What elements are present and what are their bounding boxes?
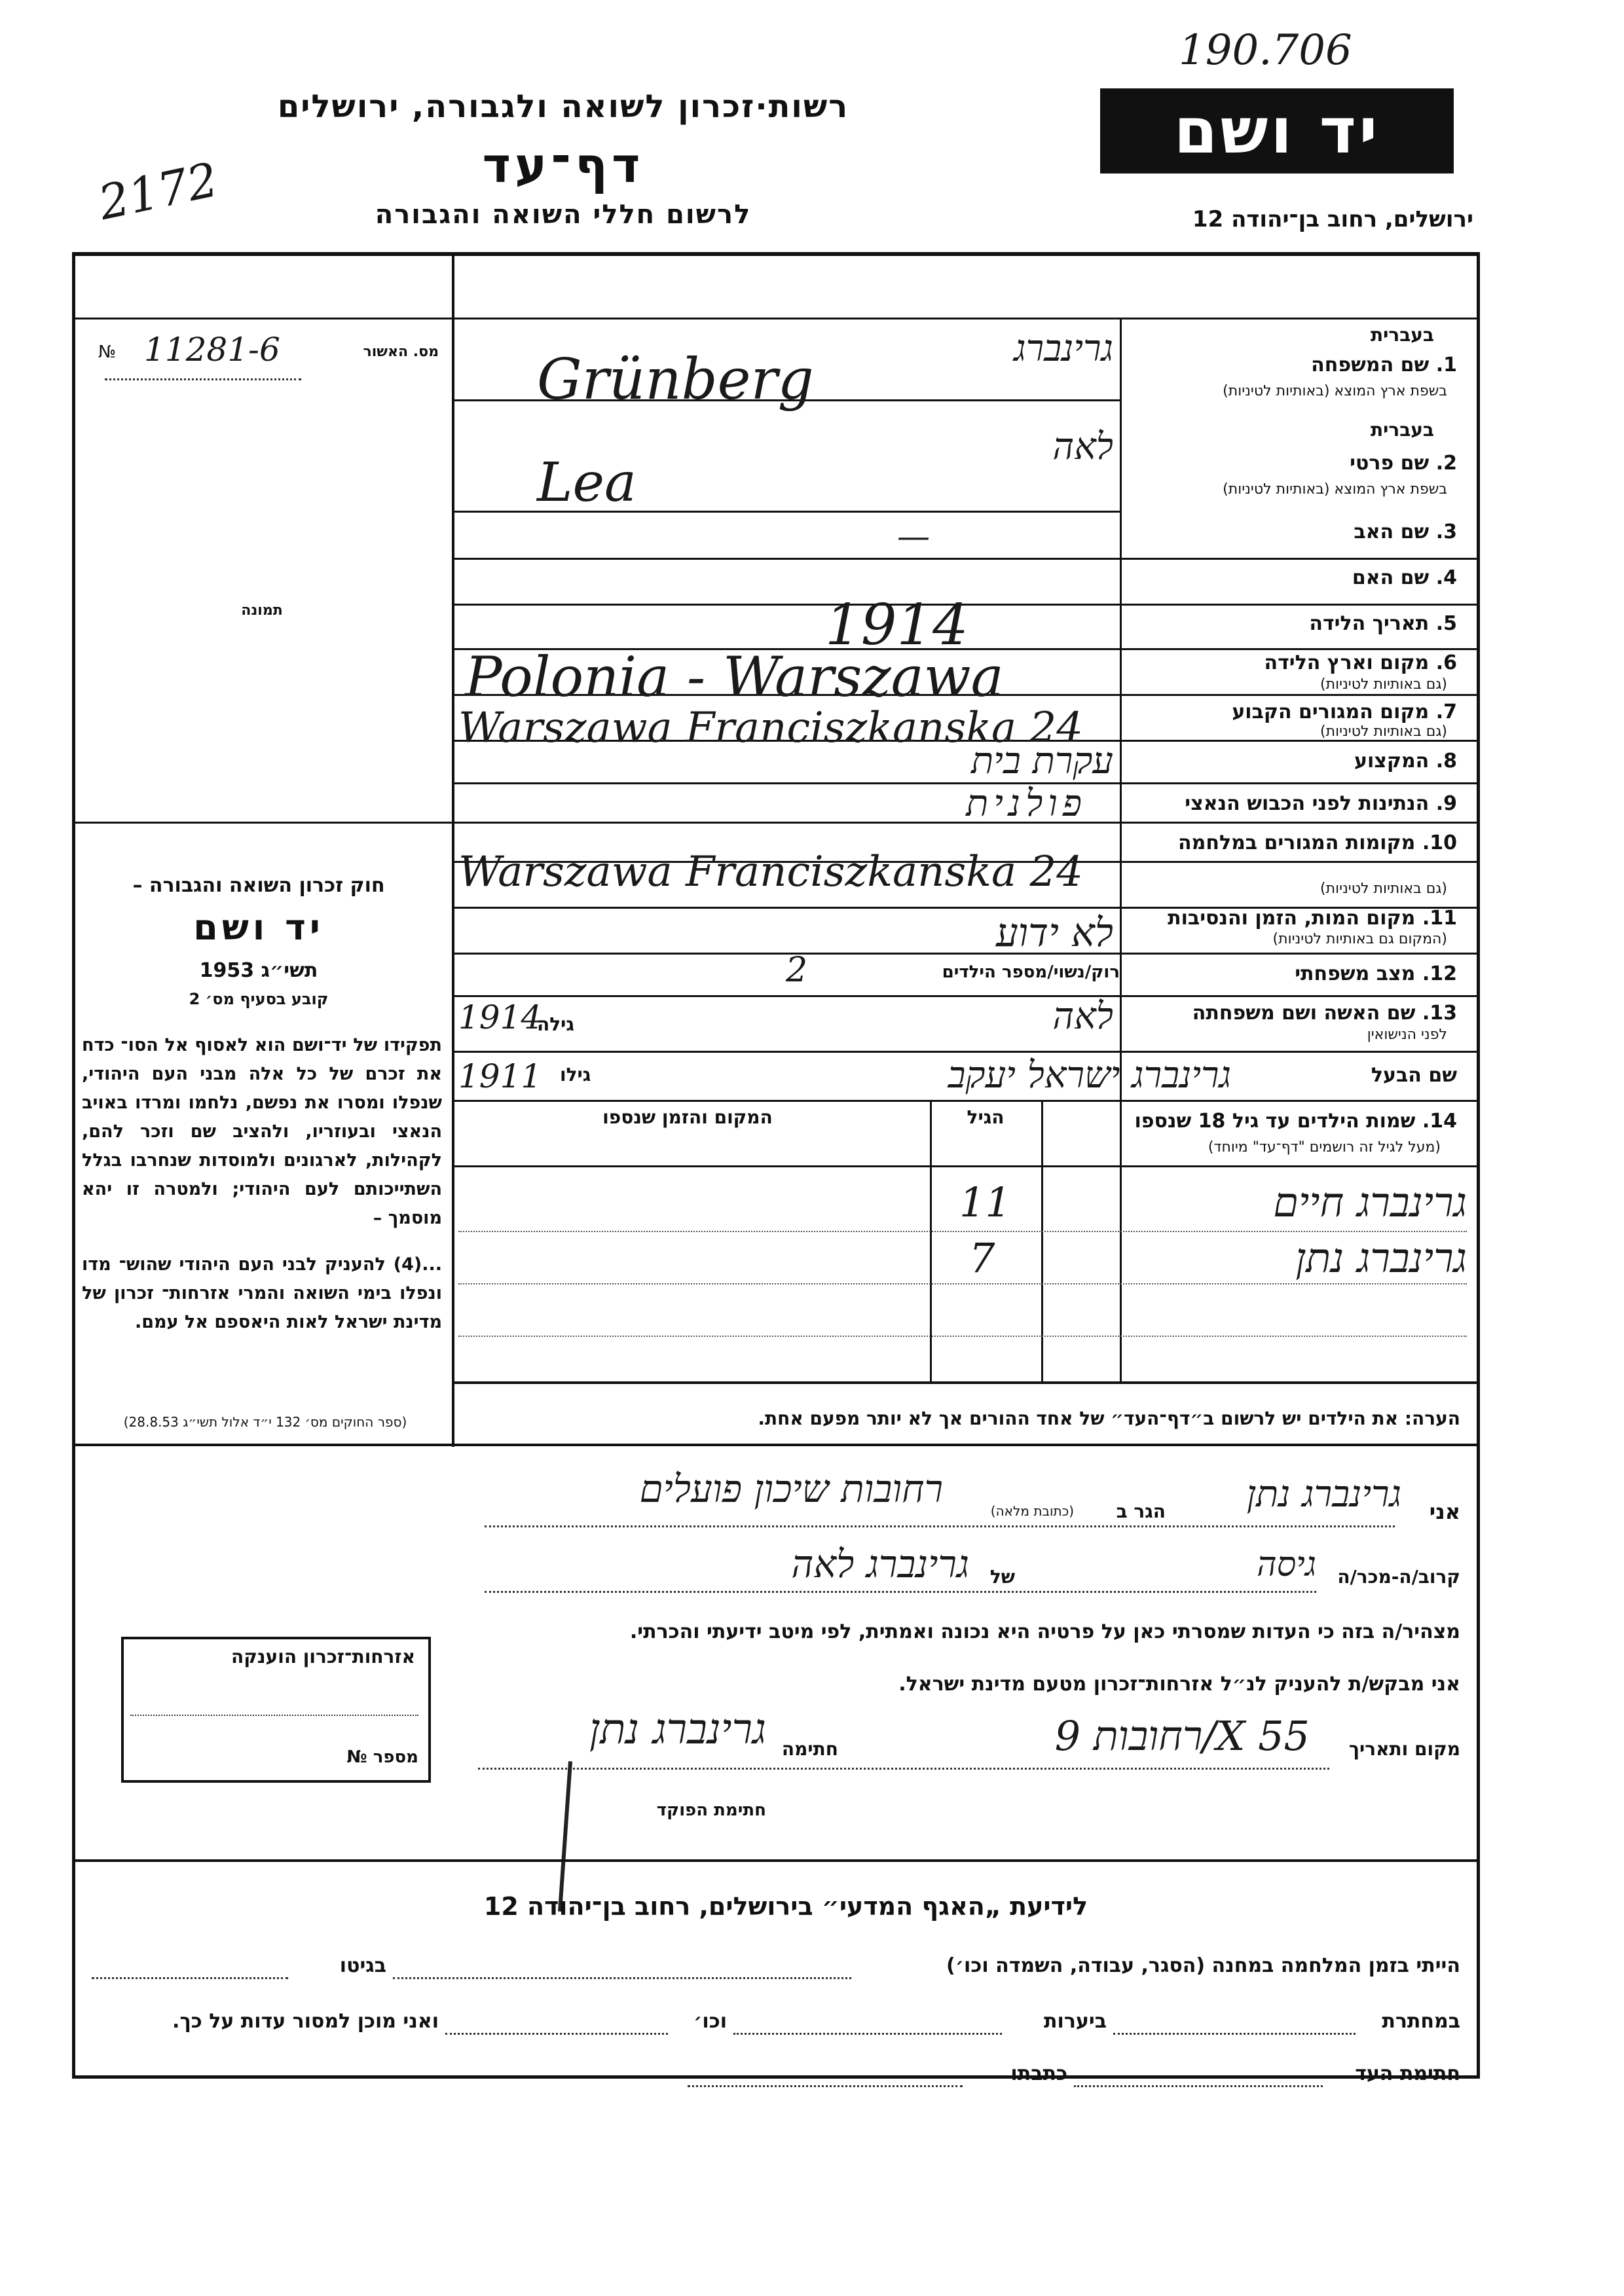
- signature-value[interactable]: גרינברג נתן: [589, 1705, 766, 1754]
- logo-address: ירושלים, רחוב בן־יהודה 12: [1192, 206, 1473, 232]
- field-13-label: 13. שם האשה ושם משפחתה: [1192, 1002, 1457, 1025]
- child-2-name[interactable]: גרינברג נתן: [1295, 1234, 1467, 1282]
- field-2-hebrew-tag: בעברית: [1370, 419, 1434, 441]
- form-title: דף־עד: [482, 137, 644, 194]
- children-col-place: המקום והזמן שנספו: [602, 1106, 773, 1128]
- field-13-value[interactable]: לאה: [1052, 995, 1113, 1038]
- field-8-value[interactable]: עקרת בית: [971, 740, 1113, 782]
- approval-label: מס. האשור: [363, 344, 439, 360]
- husband-label: שם הבעל: [1371, 1064, 1457, 1087]
- husband-age-label: גילו: [560, 1064, 591, 1085]
- citizenship-box: [121, 1637, 431, 1783]
- declaration-relation[interactable]: גיסה: [1257, 1545, 1316, 1584]
- field-2-value-hebrew[interactable]: לאה: [1052, 426, 1113, 468]
- law-reference: (ספר החוקים מס׳ 132 י״ד אלול תשי״ג 28.8.53): [123, 1414, 407, 1430]
- field-7-label: 7. מקום המגורים הקבוע: [1232, 701, 1457, 723]
- field-10-sub: (גם באותיות לטיניות): [1320, 881, 1447, 897]
- law-name: יד ושם: [193, 907, 324, 948]
- declaration-of-label: של: [989, 1566, 1015, 1588]
- field-13-sub: לפני הנישואין: [1367, 1027, 1447, 1043]
- field-11-sub: (המקום גם באותיות לטיניות): [1272, 931, 1447, 947]
- field-11-label: 11. מקום המות, הזמן והנסיבות: [1168, 907, 1457, 930]
- footer-line1-ghetto: בגיטו: [339, 1954, 386, 1977]
- yad-vashem-logo: יד ושם: [1100, 88, 1454, 173]
- field-3-label: 3. שם האב: [1354, 520, 1457, 543]
- footer-line2-forests: ביערות: [1044, 2010, 1107, 2033]
- field-1-value-latin[interactable]: Grünberg: [537, 347, 814, 412]
- children-note: הערה: את הילדים יש לרשום ב״דף־העד״ של אחד ההורים אך לא יותר מפעם אחת.: [758, 1408, 1460, 1429]
- declaration-statement: מצהיר/ה בזה כי העדות שמסרתי כאן על פרטיה היא נכונה ואמתית, לפי מיטב ידיעתי והכרתי.: [629, 1620, 1460, 1643]
- field-6-value[interactable]: Polonia - Warszawa: [465, 645, 1004, 709]
- child-1-name[interactable]: גרינברג חיים: [1273, 1178, 1467, 1226]
- field-12-label: 12. מצב משפחתי: [1295, 962, 1457, 985]
- field-5-value[interactable]: 1914: [825, 592, 969, 658]
- field-4-label: 4. שם האם: [1352, 566, 1457, 589]
- corner-number-annotation: 2172: [94, 151, 223, 231]
- archive-number-annotation: 190.706: [1179, 26, 1352, 75]
- field-2-sub: בשפת ארץ המוצא (באותיות לטיניות): [1223, 481, 1447, 498]
- law-title: חוק זכרון השואה והגבורה –: [132, 874, 385, 897]
- field-13-age-label: גילה: [537, 1013, 574, 1035]
- child-row-2: [452, 1234, 1480, 1300]
- officer-signature-label: חתימת הפוקד: [656, 1800, 766, 1820]
- field-10-value[interactable]: Warszawa Franciszkanska 24: [458, 848, 1083, 896]
- children-table-sub: (מעל לגיל זה רושמים "דף־עד" מיוחד): [1208, 1139, 1441, 1156]
- declaration-relation-label: קרוב/ה-מכר/ה: [1337, 1566, 1460, 1588]
- law-text-citizenship: ...(4) להעניק לבני העם היהודי שהוש־ מדו ונפלו בימי השואה והמרי אזרחות־ זכרון של מדינת ישראל לאות היאספם אל עמם.: [82, 1254, 442, 1332]
- field-7-value[interactable]: Warszawa Franciszkanska 24: [458, 704, 1083, 752]
- footer-line3-address: כתבתו: [1010, 2062, 1067, 2085]
- declaration-lives-label: הגר ב: [1116, 1501, 1166, 1522]
- law-clause: קובע בסעיף מס׳ 2: [189, 990, 329, 1008]
- field-12-children-count[interactable]: 2: [786, 951, 808, 990]
- children-table-title: 14. שמות הילדים עד גיל 18 שנספו: [1134, 1110, 1457, 1133]
- declaration-address-hint: (כתובת מלאה): [990, 1503, 1074, 1519]
- field-1-label: 1. שם המשפחה: [1311, 354, 1457, 376]
- field-5-label: 5. תאריך הלידה: [1309, 612, 1457, 635]
- field-1-sub: בשפת ארץ המוצא (באותיות לטיניות): [1223, 383, 1447, 399]
- law-text-purpose: תפקידו של יד־ושם הוא לאסוף אל הסו־ כדח את זכרם של כל אלה מבני העם היהודי, שנפלו ומסרו את נפשם, נלחמו ומרדו באויב הנאצי ובעוזריו, ולהציב שם וזכר להם, לקהילות, לארגונים ולמוסדות שנחרבו בגלל השתייכותם לעם היהודי; ולמטרה זו יהא מוסמך –: [82, 1035, 442, 1228]
- field-13-age-value[interactable]: 1914: [458, 998, 542, 1036]
- field-10-label: 10. מקומות המגורים במלחמה: [1178, 831, 1457, 854]
- declaration-name[interactable]: גרינברג נתן: [1246, 1473, 1401, 1516]
- husband-value[interactable]: גרינברג ישראל יעקב: [948, 1054, 1231, 1097]
- citizenship-box-no: מספר №: [346, 1747, 418, 1767]
- footer-line3-witness-signature: חתימת העד: [1355, 2062, 1460, 2085]
- footer-line2-etc: וכו׳: [693, 2010, 727, 2033]
- place-date-value[interactable]: רחובות 9/X 55: [1054, 1712, 1310, 1760]
- photo-label: תמונה: [241, 602, 283, 619]
- signature-label: חתימה: [781, 1738, 838, 1760]
- field-12-inline-label: רוק/נשוי/מספר הילדים: [942, 962, 1120, 982]
- field-11-value[interactable]: לא ידוע: [995, 910, 1113, 956]
- declaration-i-label: אני: [1429, 1499, 1460, 1524]
- signature-stroke: [558, 1761, 572, 1912]
- field-9-label: 9. הנתינות לפני הכבוש הנאצי: [1185, 792, 1457, 815]
- footer-line2-testimony: ואני מוכן למסור עדות על כך.: [172, 2010, 439, 2033]
- field-9-value[interactable]: פולנית: [966, 782, 1087, 825]
- footer-line2-underground: במחתרת: [1382, 2010, 1460, 2033]
- declaration-of-name[interactable]: גרינברג לאה: [791, 1542, 969, 1586]
- form-subtitle: לרשום חללי השואה והגבורה: [375, 200, 752, 230]
- authority-name: רשות·זכרון לשואה ולגבורה, ירושלים: [277, 88, 849, 125]
- declaration-address[interactable]: רחובות שיכון פועלים: [639, 1467, 943, 1511]
- children-col-age: הגיל: [967, 1106, 1005, 1128]
- child-1-age[interactable]: 11: [959, 1178, 1011, 1226]
- field-8-label: 8. המקצוע: [1354, 750, 1457, 773]
- footer-line1-camp: הייתי בזמן המלחמה במחנה (הסגר, עבודה, השמדה וכו׳): [946, 1954, 1460, 1977]
- field-2-label: 2. שם פרטי: [1350, 452, 1457, 475]
- citizenship-box-title: אזרחות־זכרון הוענקה: [231, 1646, 415, 1667]
- field-6-sub: (גם באותיות לטיניות): [1320, 676, 1447, 693]
- approval-no-sign: №: [98, 342, 117, 362]
- field-7-sub: (גם באותיות לטיניות): [1320, 723, 1447, 740]
- field-2-value-latin[interactable]: Lea: [537, 452, 637, 514]
- approval-number-value: 11281-6: [144, 331, 280, 369]
- approval-number-block: [98, 331, 439, 376]
- field-1-value-hebrew[interactable]: גרינברג: [1014, 327, 1113, 370]
- husband-age-value[interactable]: 1911: [458, 1057, 542, 1095]
- declaration-request: אני מבקש/ת להעניק לנ״ל אזרחות־זכרון מטעם מדינת ישראל.: [898, 1673, 1460, 1696]
- law-year: תשי״ג 1953: [199, 959, 318, 982]
- place-date-label: מקום ותאריך: [1348, 1738, 1460, 1760]
- child-2-age[interactable]: 7: [969, 1234, 995, 1282]
- field-3-value[interactable]: —: [897, 517, 930, 555]
- field-1-hebrew-tag: בעברית: [1370, 324, 1434, 346]
- footer-title: לידיעת „האגף המדעי״ בירושלים, רחוב בן־יהודה 12: [483, 1892, 1088, 1921]
- field-6-label: 6. מקום וארץ הלידה: [1264, 651, 1457, 674]
